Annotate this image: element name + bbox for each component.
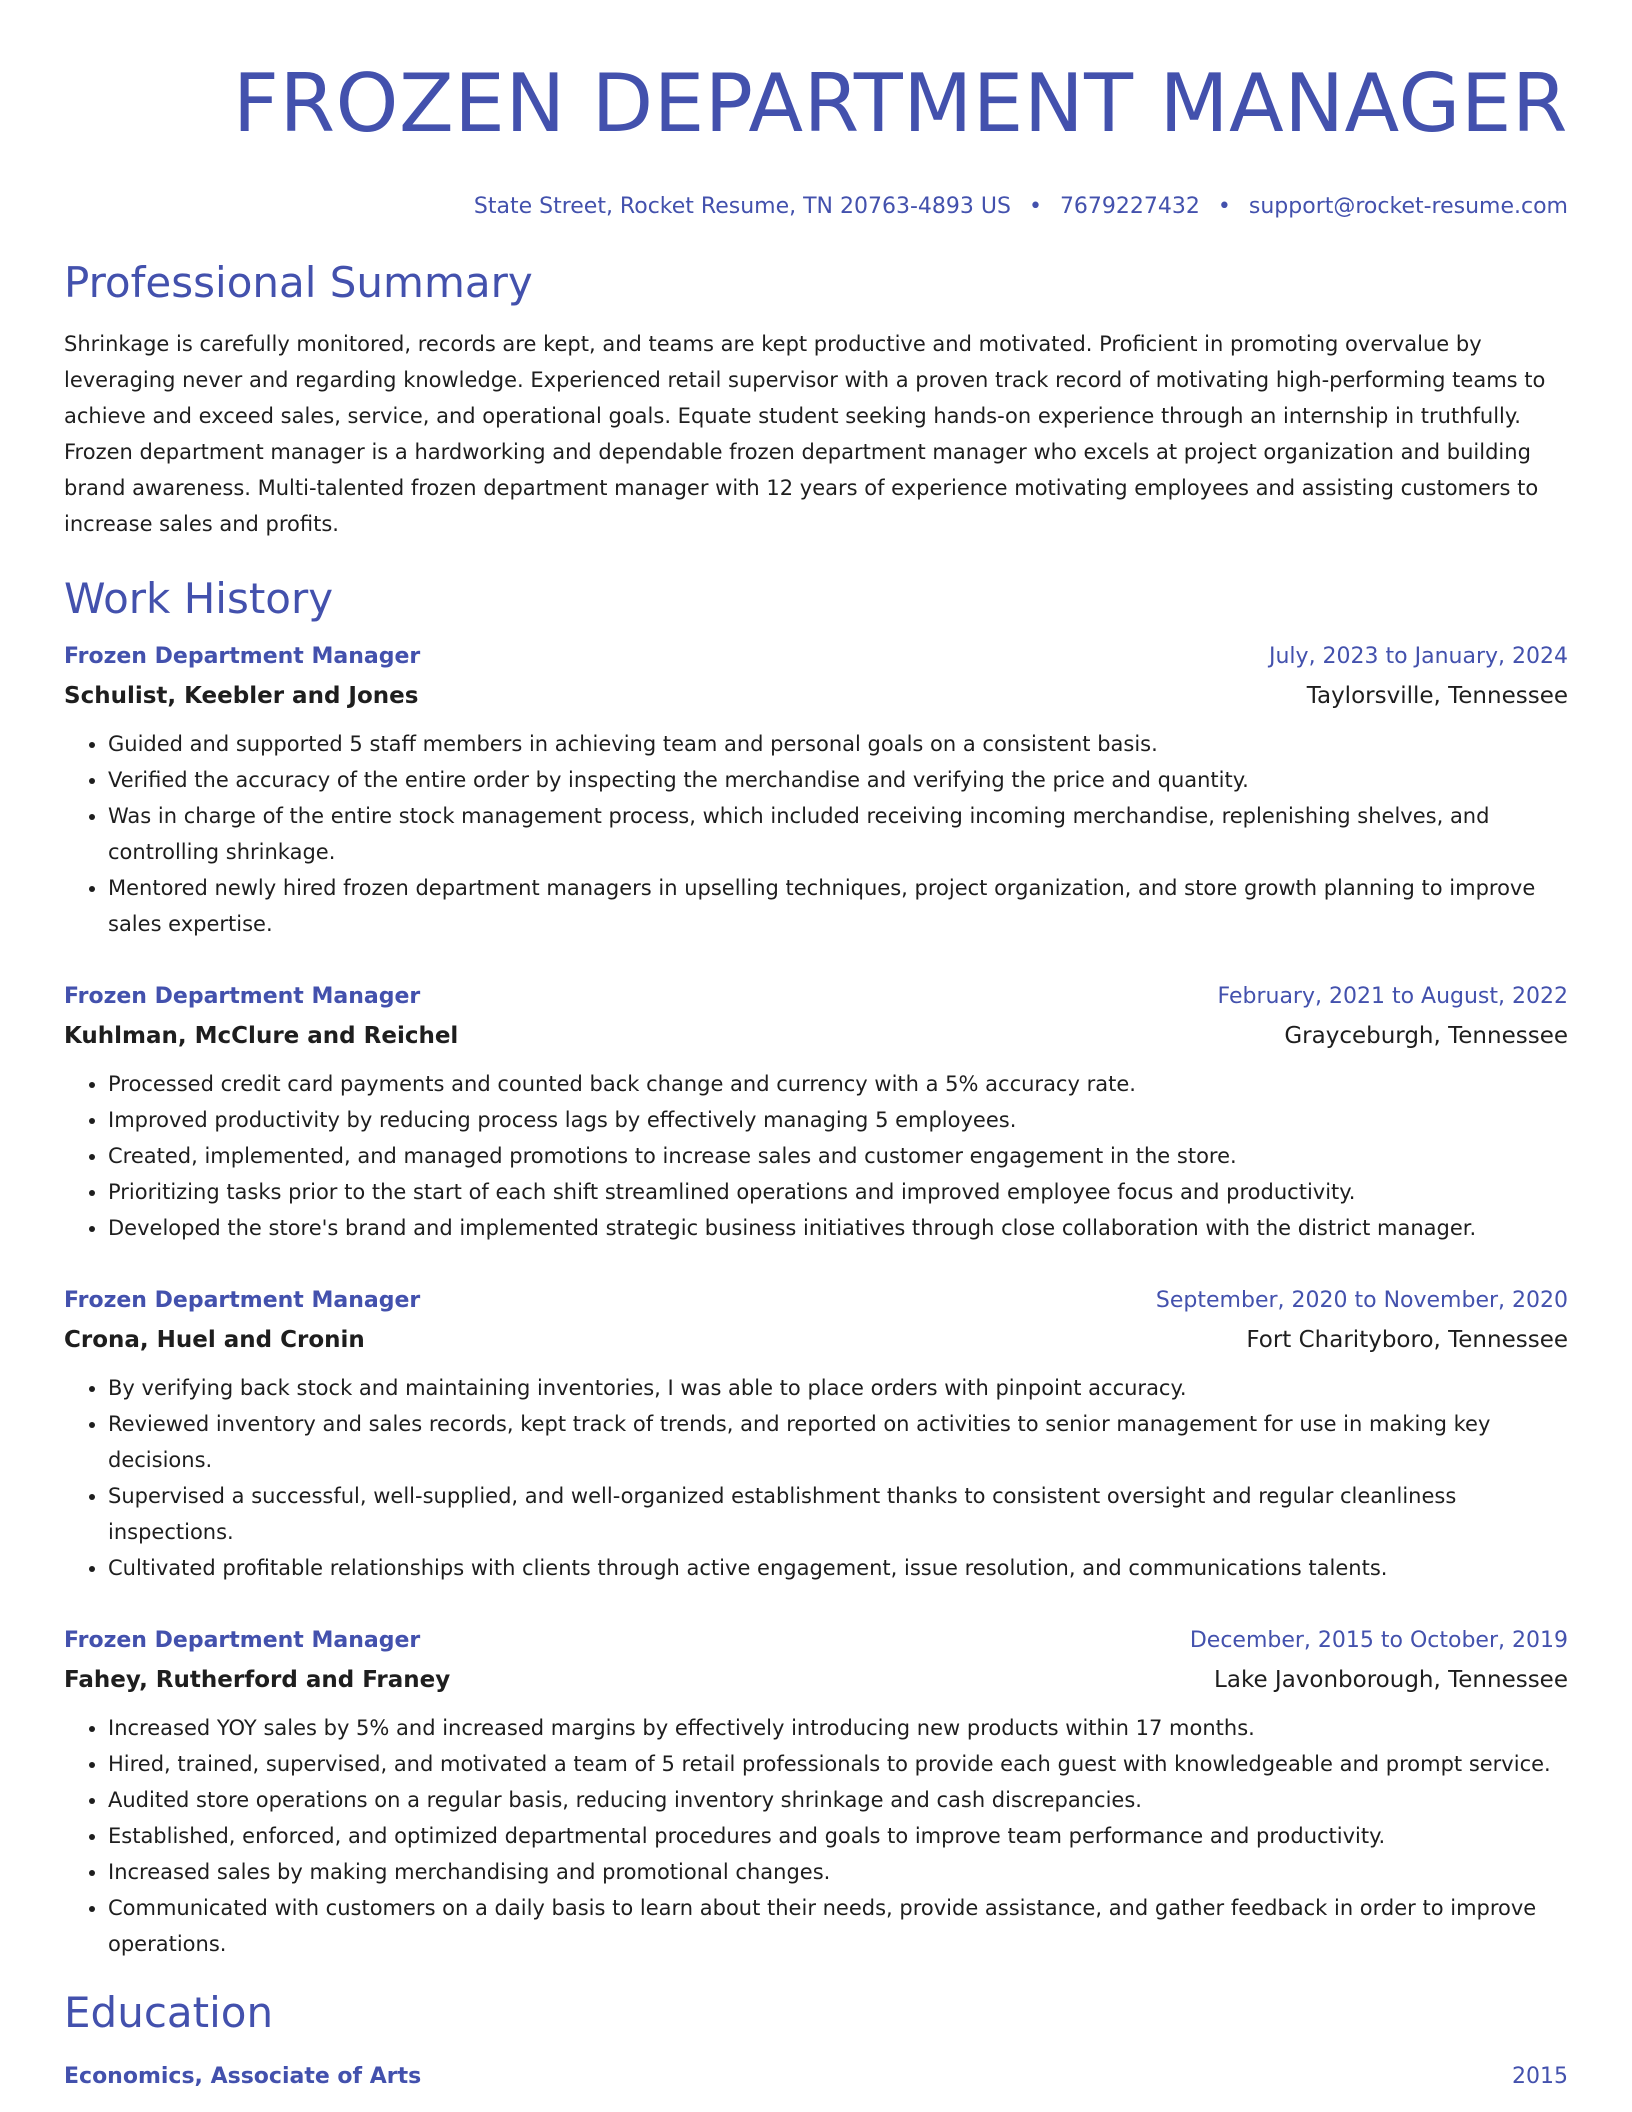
job-bullets — [64, 726, 1568, 942]
job-bullet: • Verified the accuracy of the entire order by inspecting the merchandise and verifying the price and quantity. — [108, 762, 1568, 798]
summary-text: Shrinkage is carefully monitored, records are kept, and teams are kept productive and motivated. Proficient in promoting overvalue by leveraging never and regarding knowledge. Experienced retail supervisor with a proven track record of motivating high-performing teams to achieve and exceed sales, service, and operational goals. Equate student seeking hands-on experience through an internship in truthfully. Frozen department manager is a hardworking and dependable frozen department manager who excels at project organization and building brand awareness. Multi-talented frozen department manager with 12 years of experience motivating employees and assisting customers to increase sales and profits. — [64, 332, 1546, 536]
job-bullet: • Cultivated profitable relationships with clients through active engagement, issue resolution, and communications talents. — [108, 1550, 1568, 1586]
job-location: Lake Javonborough, Tennessee — [1214, 1667, 1568, 1693]
job-bullet: • Supervised a successful, well-supplied, and well-organized establishment thanks to consistent oversight and regular cleanliness inspections. — [108, 1478, 1568, 1550]
job-bullet: • Guided and supported 5 staff members in achieving team and personal goals on a consistent basis. — [108, 726, 1568, 762]
job-bullet: • Audited store operations on a regular basis, reducing inventory shrinkage and cash discrepancies. — [108, 1782, 1568, 1818]
job-bullets — [64, 1066, 1568, 1246]
job-bullet: • Increased sales by making merchandising and promotional changes. — [108, 1854, 1568, 1890]
resume-title: FROZEN DEPARTMENT MANAGER — [232, 57, 1568, 150]
contact-line — [64, 192, 1568, 222]
job-bullet: • Was in charge of the entire stock management process, which included receiving incoming merchandise, replenishing shelves, and controlling shrinkage. — [108, 798, 1568, 870]
job-dates: July, 2023 to January, 2024 — [1269, 644, 1568, 669]
education-heading: Education — [64, 1988, 274, 2037]
job-company: Fahey, Rutherford and Franey — [64, 1667, 451, 1693]
job-bullet: • Increased YOY sales by 5% and increased margins by effectively introducing new products within 17 months. — [108, 1710, 1568, 1746]
job-entry — [64, 638, 1568, 942]
job-bullet: • Developed the store's brand and implemented strategic business initiatives through close collaboration with the district manager. — [108, 1210, 1568, 1246]
job-bullet: • Mentored newly hired frozen department managers in upselling techniques, project organization, and store growth planning to improve sales expertise. — [108, 870, 1568, 942]
contact-phone: 7679227432 — [1059, 194, 1200, 219]
job-bullet: • Prioritizing tasks prior to the start of each shift streamlined operations and improved employee focus and productivity. — [108, 1174, 1568, 1210]
job-bullet: • Established, enforced, and optimized departmental procedures and goals to improve team performance and productivity. — [108, 1818, 1568, 1854]
contact-separator: • — [1217, 194, 1231, 219]
job-location: Grayceburgh, Tennessee — [1284, 1023, 1568, 1049]
job-entry — [64, 1622, 1568, 1962]
summary-heading: Professional Summary — [64, 258, 533, 307]
job-bullet: • Hired, trained, supervised, and motivated a team of 5 retail professionals to provide each guest with knowledgeable and prompt service. — [108, 1746, 1568, 1782]
education-entry — [64, 2058, 1568, 2096]
job-bullet: • Reviewed inventory and sales records, kept track of trends, and reported on activities to senior management for use in making key decisions. — [108, 1406, 1568, 1478]
job-title: Frozen Department Manager — [64, 1628, 421, 1653]
job-bullet: • Communicated with customers on a daily basis to learn about their needs, provide assistance, and gather feedback in order to improve operations. — [108, 1890, 1568, 1962]
job-location: Fort Charityboro, Tennessee — [1246, 1327, 1568, 1353]
job-title: Frozen Department Manager — [64, 984, 421, 1009]
job-title: Frozen Department Manager — [64, 644, 421, 669]
job-company: Crona, Huel and Cronin — [64, 1327, 365, 1353]
contact-separator: • — [1028, 194, 1042, 219]
job-bullets — [64, 1370, 1568, 1586]
education-degree: Economics, Associate of Arts — [64, 2064, 422, 2089]
job-location: Taylorsville, Tennessee — [1306, 683, 1568, 709]
job-entry — [64, 1282, 1568, 1586]
job-dates: September, 2020 to November, 2020 — [1155, 1288, 1568, 1313]
job-bullet: • Created, implemented, and managed promotions to increase sales and customer engagement in the store. — [108, 1138, 1568, 1174]
work-history-heading: Work History — [64, 574, 334, 623]
job-entry — [64, 978, 1568, 1246]
job-dates: February, 2021 to August, 2022 — [1217, 984, 1568, 1009]
education-year: 2015 — [1512, 2064, 1568, 2089]
job-title: Frozen Department Manager — [64, 1288, 421, 1313]
contact-address: State Street, Rocket Resume, TN 20763-4893 US — [473, 194, 1011, 219]
job-bullets — [64, 1710, 1568, 1962]
job-bullet: • Improved productivity by reducing process lags by effectively managing 5 employees. — [108, 1102, 1568, 1138]
job-dates: December, 2015 to October, 2019 — [1189, 1628, 1568, 1653]
job-bullet: • Processed credit card payments and counted back change and currency with a 5% accuracy rate. — [108, 1066, 1568, 1102]
contact-email: support@rocket-resume.com — [1248, 194, 1568, 219]
job-company: Kuhlman, McClure and Reichel — [64, 1023, 459, 1049]
job-bullet: • By verifying back stock and maintaining inventories, I was able to place orders with pinpoint accuracy. — [108, 1370, 1568, 1406]
job-company: Schulist, Keebler and Jones — [64, 683, 419, 709]
